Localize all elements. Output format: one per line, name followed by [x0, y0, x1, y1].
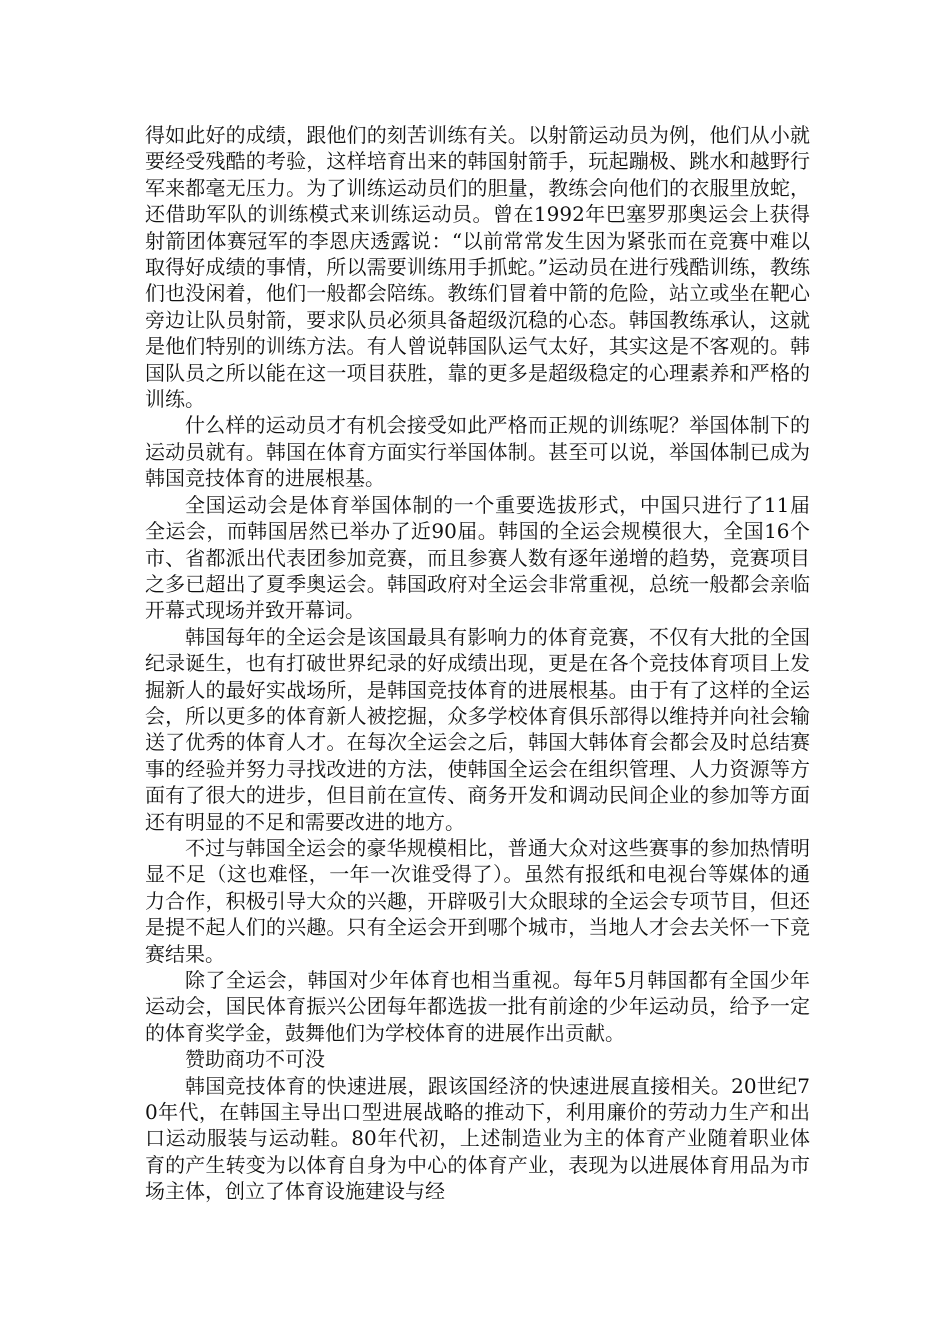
paragraph-national-system: 什么样的运动员才有机会接受如此严格而正规的训练呢？举国体制下的运动员就有。韩国在体育方面实行举国体制。甚至可以说，举国体制已成为韩国竞技体育的进展根基。 [145, 413, 810, 491]
paragraph-games-influence: 韩国每年的全运会是该国最具有影响力的体育竞赛，不仅有大批的全国纪录诞生，也有打破世界纪录的好成绩出现，更是在各个竞技体育项目上发掘新人的最好实战场所，是韩国竞技体育的进展根基。由于有了这样的全运会，所以更多的体育新人被挖掘，众多学校体育俱乐部得以维持并向社会输送了优秀的体育人才。在每次全运会之后，韩国大韩体育会都会及时总结赛事的经验并努力寻找改进的方法，使韩国全运会在组织管理、人力资源等方面有了很大的进步，但目前在宣传、商务开发和调动民间企业的参加等方面还有明显的不足和需要改进的地方。 [145, 624, 810, 834]
section-heading-sponsors: 赞助商功不可没 [185, 1047, 325, 1072]
paragraph-public-interest: 不过与韩国全运会的豪华规模相比，普通大众对这些赛事的参加热情明显不足（这也难怪，一年一次谁受得了）。虽然有报纸和电视台等媒体的通力合作，积极引导大众的兴趣，开辟吸引大众眼球的全运会专项节目，但还是提不起人们的兴趣。只有全运会开到哪个城市，当地人才会去关怀一下竞赛结果。 [145, 835, 810, 966]
paragraph-national-games: 全国运动会是体育举国体制的一个重要选拔形式，中国只进行了11届全运会，而韩国居然已举办了近90届。韩国的全运会规模很大，全国16个市、省都派出代表团参加竞赛，而且参赛人数有逐年递增的趋势，竞赛项目之多已超出了夏季奥运会。韩国政府对全运会非常重视，总统一般都会亲临开幕式现场并致开幕词。 [145, 492, 810, 623]
document-body [145, 122, 810, 1205]
paragraph-youth-sports: 除了全运会，韩国对少年体育也相当重视。每年5月韩国都有全国少年运动会，国民体育振兴公团每年都选拔一批有前途的少年运动员，给予一定的体育奖学金，鼓舞他们为学校体育的进展作出贡献。 [145, 968, 810, 1045]
paragraph-archery-training: 得如此好的成绩，跟他们的刻苦训练有关。以射箭运动员为例，他们从小就要经受残酷的考验，这样培育出来的韩国射箭手，玩起蹦极、跳水和越野行军来都毫无压力。为了训练运动员们的胆量，教练会向他们的衣服里放蛇，还借助军队的训练模式来训练运动员。曾在1992年巴塞罗那奥运会上获得射箭团体赛冠军的李恩庆透露说：“以前常常发生因为紧张而在竞赛中难以取得好成绩的事情，所以需要训练用手抓蛇。”运动员在进行残酷训练，教练们也没闲着，他们一般都会陪练。教练们冒着中箭的危险，站立或坐在靶心旁边让队员射箭，要求队员必须具备超级沉稳的心态。韩国教练承认，这就是他们特别的训练方法。有人曾说韩国队运气太好，其实这是不客观的。韩国队员之所以能在这一项目获胜，靠的更多是超级稳定的心理素养和严格的训练。 [145, 123, 810, 412]
paragraph-economy: 韩国竞技体育的快速进展，跟该国经济的快速进展直接相关。20世纪70年代，在韩国主导出口型进展战略的推动下，利用廉价的劳动力生产和出口运动服装与运动鞋。80年代初，上述制造业为主的体育产业随着职业体育的产生转变为以体育自身为中心的体育产业，表现为以进展体育用品为市场主体，创立了体育设施建设与经 [145, 1073, 810, 1204]
